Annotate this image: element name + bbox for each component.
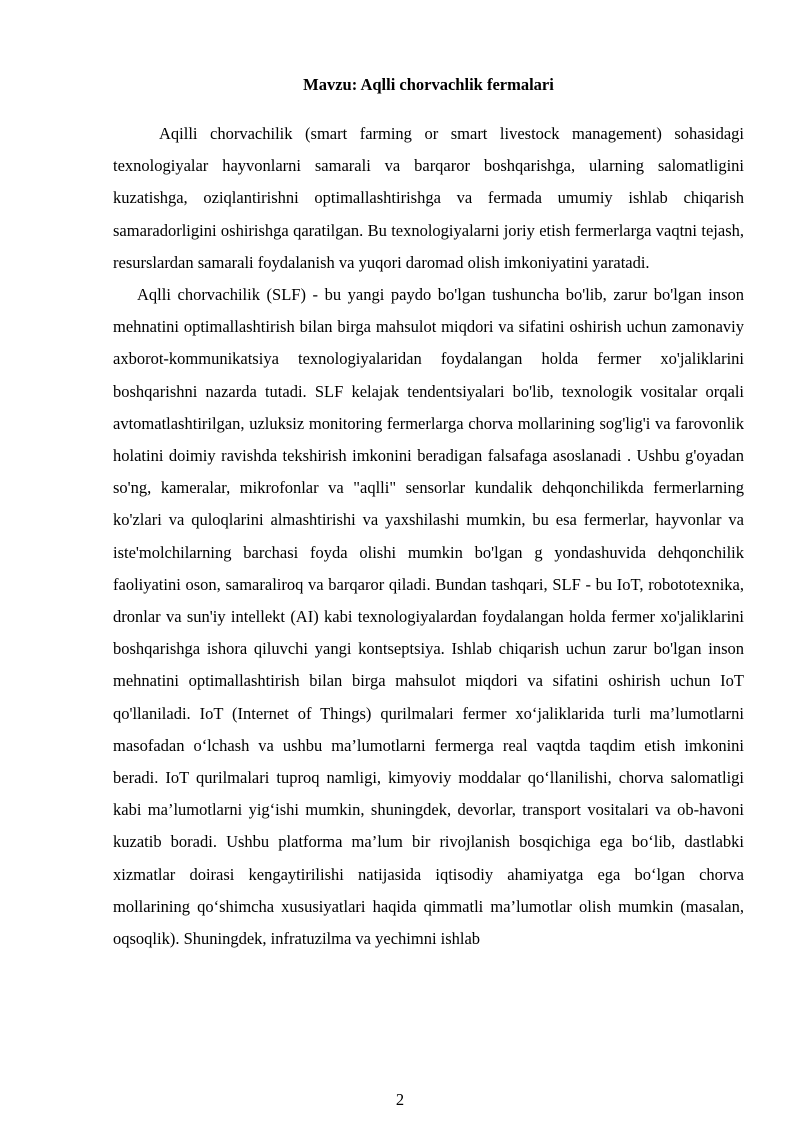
- document-title: Mavzu: Aqlli chorvachlik fermalari: [303, 75, 554, 94]
- paragraph-slf: Aqlli chorvachilik (SLF) - bu yangi paydo bo'lgan tushuncha bo'lib, zarur bo'lgan inson mehnatini optimallashtirish bilan birga mahsulot miqdori va sifatini oshirish uchun zamonaviy axborot-kommunikatsiya texnologiyalaridan foydalangan holda fermer xo'jaliklarini boshqarishni nazarda tutadi. SLF kelajak tendentsiyalari bo'lib, texnologik vositalar orqali avtomatlashtirilgan, uzluksiz monitoring fermerlarga chorva mollarining sog'lig'i va farovonlik holatini doimiy ravishda tekshirish imkonini beradigan falsafaga asoslanadi . Ushbu g'oyadan so'ng, kameralar, mikrofonlar va "aqlli" sensorlar kundalik dehqonchilikda fermerlarning ko'zlari va quloqlarini almashtirishi va yaxshilashi mumkin, bu esa fermerlar, hayvonlar va iste'molchilarning barchasi foyda olishi mumkin bo'lgan g yondashuvida dehqonchilik faoliyatini oson, samaraliroq va barqaror qiladi. Bundan tashqari, SLF - bu IoT, robototexnika, dronlar va sun'iy intellekt (AI) kabi texnologiyalardan foydalangan holda fermer xo'jaliklarini boshqarishga ishora qiluvchi yangi kontseptsiya. Ishlab chiqarish uchun zarur bo'lgan inson mehnatini optimallashtirish bilan birga mahsulot miqdori va sifatini oshirish uchun IoT qo'llaniladi. IoT (Internet of Things) qurilmalari fermer xo‘jaliklarida turli ma’lumotlarni masofadan o‘lchash va ushbu ma’lumotlarni fermerga real vaqtda taqdim etish imkonini beradi. IoT qurilmalari tuproq namligi, kimyoviy moddalar qo‘llanilishi, chorva salomatligi kabi ma’lumotlarni yig‘ishi mumkin, shuningdek, devorlar, transport vositalari va ob-havoni kuzatib boradi. Ushbu platforma ma’lum bir rivojlanish bosqichiga ega bo‘lib, dastlabki xizmatlar doirasi kengaytirilishi natijasida iqtisodiy ahamiyatga ega bo‘lgan chorva mollarining qo‘shimcha xususiyatlari haqida qimmatli ma’lumotlar olish mumkin (masalan, oqsoqlik). Shuningdek, infratuzilma va yechimni ishlab: [113, 285, 744, 949]
- page-number: 2: [395, 1090, 405, 1109]
- document-body: [113, 118, 744, 955]
- paragraph-intro: Aqilli chorvachilik (smart farming or smart livestock management) sohasidagi texnologiyalar hayvonlarni samarali va barqaror boshqarishga, ularning salomatligini kuzatishga, oziqlantirishni optimallashtirishga va fermada umumiy ishlab chiqarish samaradorligini oshirishga qaratilgan. Bu texnologiyalarni joriy etish fermerlarga vaqtni tejash, resurslardan samarali foydalanish va yuqori daromad olish imkoniyatini yaratadi.: [113, 124, 744, 272]
